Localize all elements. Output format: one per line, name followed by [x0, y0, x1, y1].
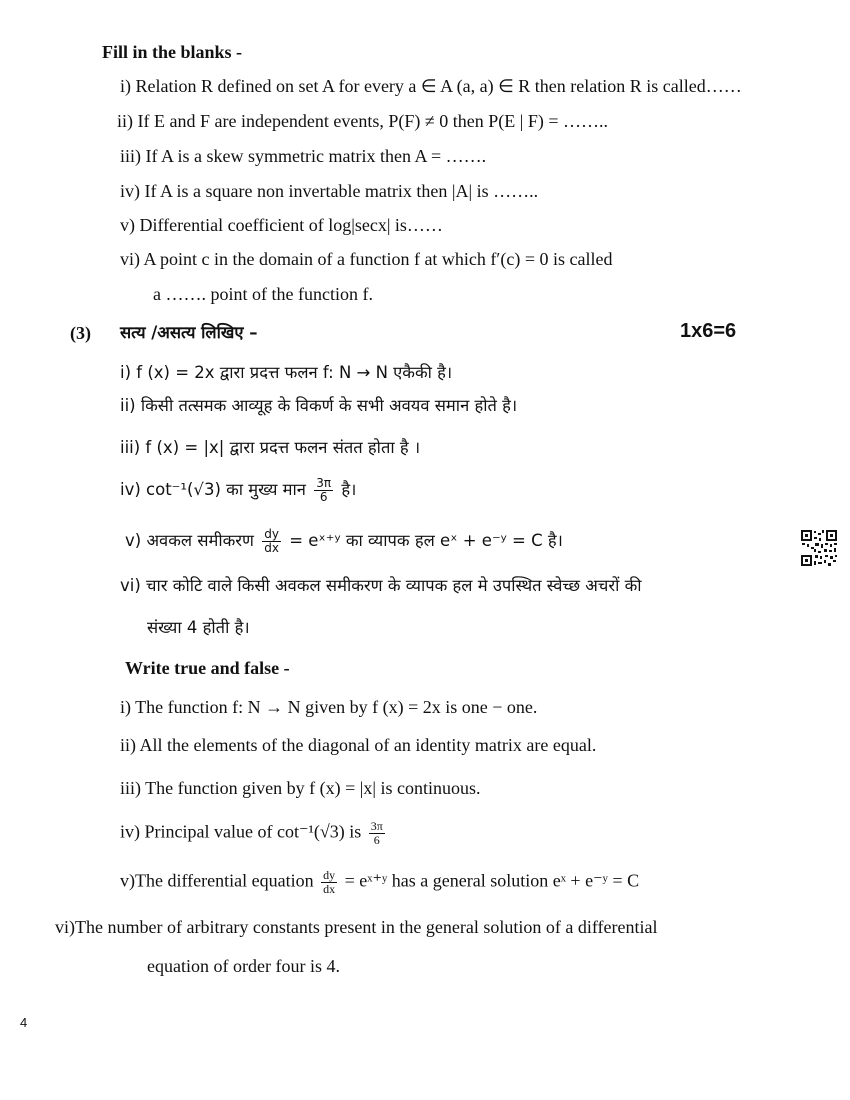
english-item-5: [120, 869, 639, 896]
true-false-heading: Write true and false -: [125, 658, 290, 678]
fraction-numerator: dy: [264, 527, 279, 541]
english-item-1: i) The function f: N → N given by f (x) = 2x is one − one.: [120, 697, 538, 717]
fraction: [314, 477, 333, 504]
fraction: [321, 869, 337, 896]
english-item-4-text: iv) Principal value of cot⁻¹(√3) is: [120, 821, 362, 842]
qr-code-icon: [800, 529, 838, 567]
fraction-denominator: dx: [264, 541, 279, 555]
english-item-6-cont: equation of order four is 4.: [147, 956, 340, 976]
hindi-item-2: ii) किसी तत्समक आव्यूह के विकर्ण के सभी अवयव समान होते है।: [120, 396, 518, 415]
fraction: [369, 820, 385, 847]
english-item-6: vi)The number of arbitrary constants present in the general solution of a differential: [55, 917, 658, 937]
hindi-item-4-text: iv) cot⁻¹(√3) का मुख्य मान: [120, 480, 306, 499]
fill-blanks-heading: Fill in the blanks -: [102, 42, 243, 62]
hindi-item-1: i) f (x) = 2x द्वारा प्रदत्त फलन f: N → N एकैकी है।: [120, 363, 453, 382]
english-item-3: iii) The function given by f (x) = |x| is continuous.: [120, 778, 481, 798]
fraction-denominator: 6: [373, 833, 380, 847]
english-item-5-text: v)The differential equation: [120, 870, 314, 891]
section-number: (3): [70, 323, 91, 343]
hindi-item-5-text: v) अवकल समीकरण: [125, 531, 254, 550]
fraction-denominator: 6: [319, 490, 328, 504]
english-item-2: ii) All the elements of the diagonal of an identity matrix are equal.: [120, 735, 597, 755]
section-title: सत्य /असत्य लिखिए –: [120, 323, 258, 342]
fraction: [262, 528, 281, 555]
fraction-numerator: 3π: [316, 476, 332, 490]
hindi-item-6: vi) चार कोटि वाले किसी अवकल समीकरण के व्यापक हल मे उपस्थित स्वेच्छ अचरों की: [120, 576, 642, 595]
hindi-item-3: iii) f (x) = |x| द्वारा प्रदत्त फलन संतत होता है ।: [120, 438, 421, 457]
hindi-item-4-suffix: है।: [341, 480, 357, 499]
fraction-numerator: dy: [323, 868, 336, 882]
section-marks: 1x6=6: [680, 320, 737, 342]
blank-item-3: iii) If A is a skew symmetric matrix then A = …….: [120, 146, 487, 166]
english-item-4: [120, 820, 388, 847]
blank-item-6: vi) A point c in the domain of a function f at which f′(c) = 0 is called: [120, 249, 613, 269]
hindi-item-5: [125, 528, 563, 555]
blank-item-1: i) Relation R defined on set A for every a ∈ A (a, a) ∈ R then relation R is called……: [120, 76, 742, 96]
english-item-5-suffix: = eˣ⁺ʸ has a general solution eˣ + e⁻ʸ = C: [344, 870, 640, 891]
blank-item-4: iv) If A is a square non invertable matrix then |A| is ……..: [120, 181, 539, 201]
fraction-denominator: dx: [323, 882, 336, 896]
blank-item-5: v) Differential coefficient of log|secx| is……: [120, 215, 443, 235]
page-number: 4: [20, 1015, 28, 1030]
blank-item-6-cont: a ……. point of the function f.: [153, 284, 373, 304]
hindi-item-4: [120, 477, 356, 504]
fraction-numerator: 3π: [370, 819, 383, 833]
hindi-item-6-cont: संख्या 4 होती है।: [147, 618, 250, 637]
hindi-item-5-suffix: = eˣ⁺ʸ का व्यापक हल eˣ + e⁻ʸ = C है।: [289, 531, 563, 550]
blank-item-2: ii) If E and F are independent events, P(F) ≠ 0 then P(E | F) = ……..: [117, 111, 609, 131]
